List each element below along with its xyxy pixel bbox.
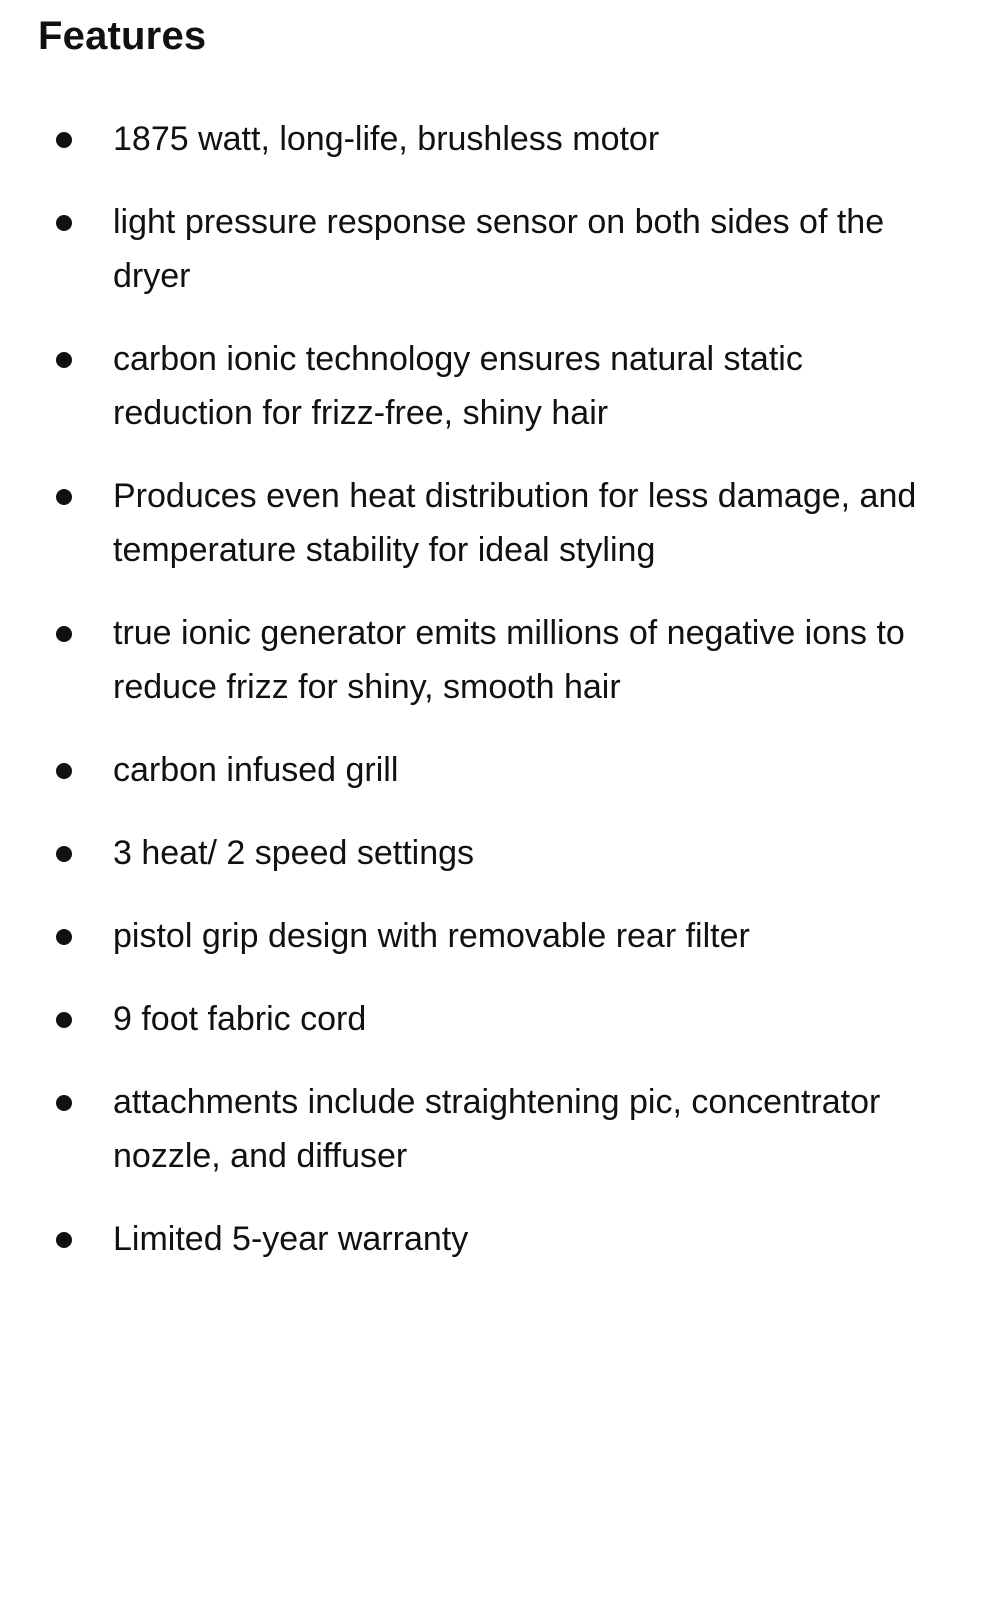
feature-item <box>0 992 981 1046</box>
bullet-icon <box>56 215 72 231</box>
feature-text: carbon ionic technology ensures natural static reduction for frizz-free, shiny hair <box>113 340 803 432</box>
feature-item <box>0 332 981 440</box>
feature-text: Limited 5-year warranty <box>113 1220 469 1258</box>
bullet-icon <box>56 1012 72 1028</box>
feature-text: light pressure response sensor on both sides of the dryer <box>113 203 885 295</box>
feature-item <box>0 195 981 303</box>
bullet-icon <box>56 929 72 945</box>
feature-text: Produces even heat distribution for less damage, and temperature stability for ideal styling <box>113 477 917 569</box>
bullet-icon <box>56 1095 72 1111</box>
features-heading: Features <box>38 14 207 58</box>
bullet-icon <box>56 763 72 779</box>
feature-item <box>0 112 981 166</box>
feature-text: 1875 watt, long-life, brushless motor <box>113 120 660 158</box>
feature-item <box>0 606 981 714</box>
bullet-icon <box>56 626 72 642</box>
feature-text: carbon infused grill <box>113 751 399 789</box>
bullet-icon <box>56 1232 72 1248</box>
bullet-icon <box>56 132 72 148</box>
feature-item <box>0 1212 981 1266</box>
bullet-icon <box>56 352 72 368</box>
feature-item <box>0 826 981 880</box>
feature-item <box>0 469 981 577</box>
feature-text: 9 foot fabric cord <box>113 1000 367 1038</box>
features-list <box>0 112 981 1295</box>
feature-item <box>0 909 981 963</box>
feature-text: true ionic generator emits millions of negative ions to reduce frizz for shiny, smooth hair <box>113 614 905 706</box>
feature-item <box>0 743 981 797</box>
feature-text: 3 heat/ 2 speed settings <box>113 834 475 872</box>
feature-item <box>0 1075 981 1183</box>
feature-text: attachments include straightening pic, concentrator nozzle, and diffuser <box>113 1083 881 1175</box>
bullet-icon <box>56 846 72 862</box>
feature-text: pistol grip design with removable rear filter <box>113 917 750 955</box>
bullet-icon <box>56 489 72 505</box>
